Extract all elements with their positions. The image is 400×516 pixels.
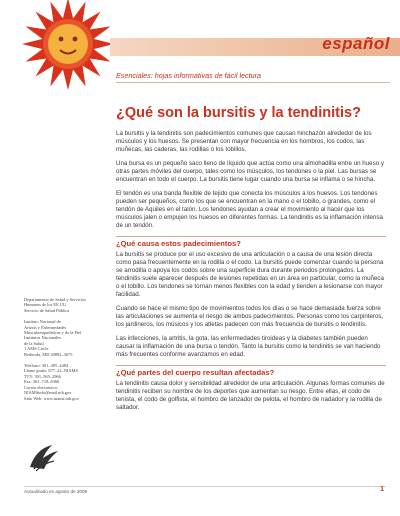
institute-line: de la Salud: [24, 340, 44, 346]
contact-line: Correo electrónico:: [24, 384, 59, 390]
section-paragraph: La bursitis se produce por el uso excesivo de una articulación o a causa de una lesión directa como pasa frecuentemente en la rodilla o el codo. La bursitis puede comenzar cuando la persona se arrodilla o apoya los codos sobre una superficie dura durante periodos prolongados. La tendinitis suele aparecer después de lesiones repetidas en un área en particular, como la muñeca o el tobillo. Los tendones se tornan menos flexibles con la edad y tienden a lesionarse con mayor facilidad.: [116, 251, 384, 298]
page-title: ¿Qué son la bursitis y la tendinitis?: [116, 105, 361, 121]
agency-line: Departamento de Salud y Servicios: [24, 297, 86, 302]
section-paragraph: Cuando se hace el mismo tipo de movimientos todos los días o se hace demasiada fuerza sobre las articulaciones se aumenta el riesgo de ambos padecimientos. Personas como los carpinteros, los jardineros, los músicos y los atletas padecen con más frecuencia de bursitis o tendinitis.: [116, 305, 384, 328]
contact-line: Llame gratis: 877–22–NIAMS: [24, 368, 78, 374]
header-divider: [116, 82, 390, 83]
footer-divider: [24, 486, 386, 487]
intro-paragraph: Una bursa es un pequeño saco lleno de líquido que actúa como una almohadilla entre un hueso y otras partes móviles del cuerpo, tales como los músculos, los tendones o la piel. Las bursas se encuentran en todo el cuerpo. La bursitis tiene lugar cuando una bursa se inflama o se hincha.: [116, 160, 384, 183]
agency-line: Humanos de los EE.UU.: [24, 302, 68, 308]
institute-line: Institutos Nacionales: [24, 335, 61, 341]
institute-block: [24, 319, 110, 357]
updated-date: Actualizado en agosto de 2009: [24, 489, 88, 494]
contact-line: Teléfono: 301–495–4484: [24, 363, 69, 369]
agency-block: [24, 297, 110, 313]
language-label: español: [322, 34, 390, 53]
contact-sidebar: [24, 297, 110, 407]
sun-rays: [22, 0, 114, 90]
series-subtitle: Esenciales: hojas informativas de fácil lectura: [116, 71, 262, 80]
page-number: 1: [380, 486, 384, 493]
contact-line: NIAMSinfo@mail.nih.gov: [24, 390, 72, 396]
institute-line: Bethesda, MD 20892–3675: [24, 351, 73, 357]
section-paragraph: La tendinitis causa dolor y sensibilidad alrededor de una articulación. Algunas formas comunes de tendinitis reciben su nombre de los deportes que aumentan su riesgo. Entre ellas, el codo de tenista, el codo de golfista, el hombro de lanzador de pelota, el hombro de nadador y la rodilla de saltador.: [116, 380, 385, 411]
institute-line: 1 AMS Circle: [24, 346, 49, 352]
contact-line: TTY: 301–565–2966: [24, 373, 61, 379]
agency-line: Servicio de Salud Pública: [24, 307, 70, 313]
section-paragraph: Las infecciones, la artritis, la gota, las enfermedades tiroideas y la diabetes también pueden causar la inflamación de una bursa o tendón. Tanto la bursitis como la tendinitis se van haciendo más frecuentes conforme avanzamos en edad.: [116, 335, 381, 358]
intro-paragraph: El tendón es una banda flexible de tejido que conecta los músculos a los huesos. Los tendones pueden ser pequeños, como los que se encuentran en la mano o el tobillo, o grandes, como el tendón de Aquiles en el talón. Los tendones ayudan a crear el movimiento al hacer que los músculos jalen o empujen los huesos en diferentes formas. La tendinitis es la inflamación intensa de un tendón.: [116, 190, 383, 229]
institute-line: Musculoesqueléticas y de la Piel: [24, 330, 82, 336]
contact-block: [24, 363, 110, 401]
contact-line: Fax: 301–718–6366: [24, 379, 60, 385]
contact-line: Sitio Web: www.niams.nih.gov: [24, 395, 79, 401]
hhs-eagle-icon: [26, 441, 62, 473]
institute-line: Artritis y Enfermedades: [24, 324, 67, 330]
institute-line: Instituto Nacional de: [24, 319, 61, 325]
section-heading-causes: ¿Qué causa estos padecimientos?: [116, 236, 386, 248]
main-content: [116, 130, 386, 418]
intro-paragraph: La bursitis y la tendinitis son padecimientos comunes que causan hinchazón alrededor de los músculos y los huesos. Se presentan con mayor frecuencia en los hombros, los codos, las muñecas, las caderas, las rodillas o los tobillos.: [116, 130, 372, 153]
section-heading-body-parts: ¿Qué partes del cuerpo resultan afectadas?: [116, 365, 386, 377]
